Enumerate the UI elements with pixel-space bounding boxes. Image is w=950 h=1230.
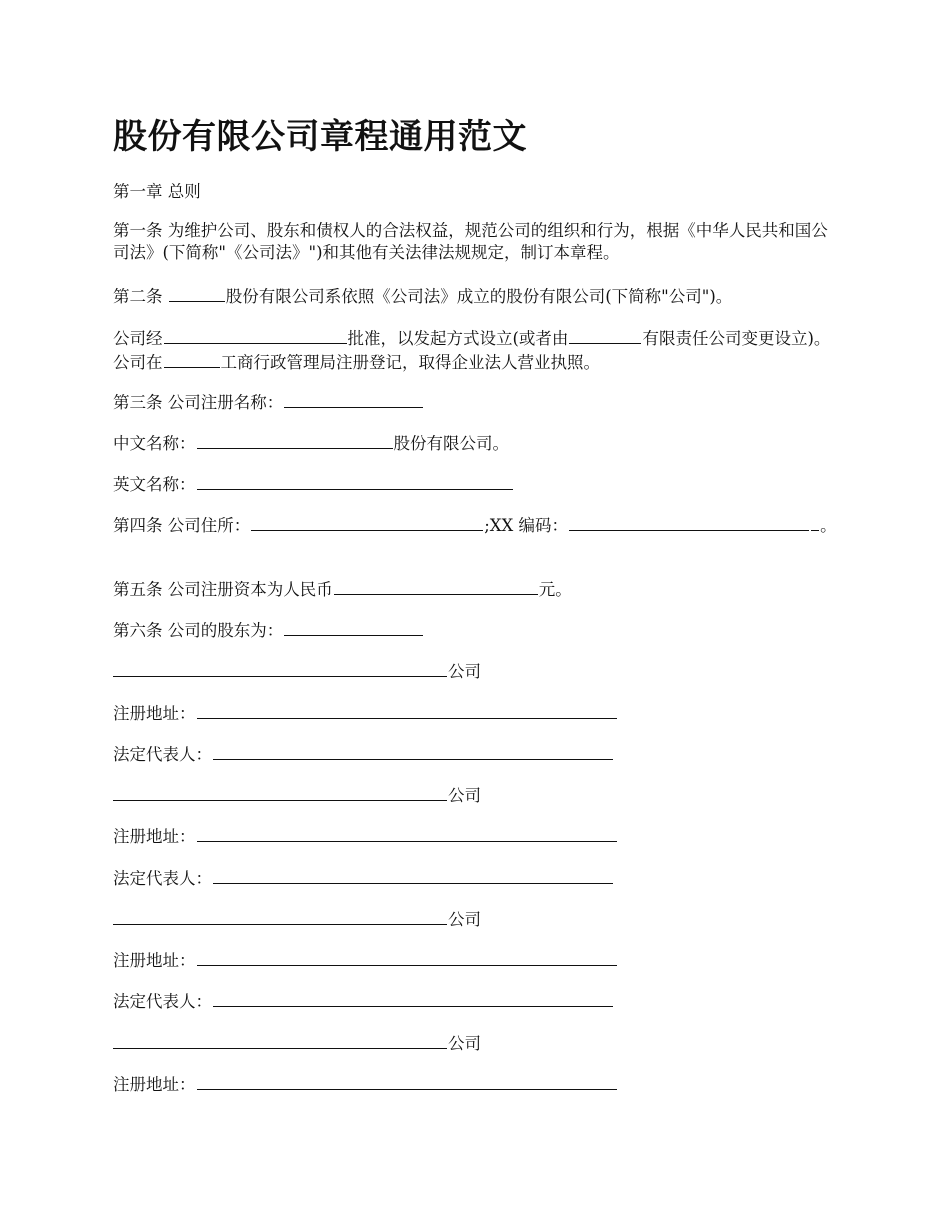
blank-shareholder-1-address bbox=[197, 701, 617, 719]
shareholder-1-address-label: 注册地址： bbox=[113, 704, 196, 723]
article-3-label: 第三条 公司注册名称： bbox=[113, 393, 284, 412]
blank-shareholder-2-company bbox=[113, 783, 447, 801]
blank-chinese-name bbox=[197, 431, 393, 449]
article-4-label: 第四条 公司住所： bbox=[113, 516, 251, 535]
blank-company-name bbox=[169, 284, 225, 302]
blank-shareholder-4-company bbox=[113, 1031, 447, 1049]
blank-shareholder-1-rep bbox=[213, 742, 613, 760]
shareholder-3-address-label: 注册地址： bbox=[113, 951, 196, 970]
blank-shareholder-1-company bbox=[113, 659, 447, 677]
shareholder-4-address bbox=[113, 1072, 838, 1096]
article-3 bbox=[113, 390, 838, 414]
document-title: 股份有限公司章程通用范文 bbox=[113, 117, 527, 157]
shareholder-3-rep-label: 法定代表人： bbox=[113, 992, 212, 1011]
shareholder-1-rep-label: 法定代表人： bbox=[113, 745, 212, 764]
blank-shareholder-4-address bbox=[197, 1072, 617, 1090]
shareholder-2-address-label: 注册地址： bbox=[113, 827, 196, 846]
article-6-label: 第六条 公司的股东为： bbox=[113, 621, 284, 640]
chapter-heading: 第一章 总则 bbox=[113, 182, 201, 201]
shareholder-1-company-suffix: 公司 bbox=[448, 662, 481, 681]
shareholder-2-rep bbox=[113, 866, 838, 890]
blank-shareholder-3-company bbox=[113, 907, 447, 925]
blank-approver bbox=[164, 326, 347, 344]
shareholder-3-rep bbox=[113, 989, 838, 1013]
english-name-label: 英文名称： bbox=[113, 475, 196, 494]
shareholder-4-company bbox=[113, 1031, 838, 1055]
chinese-name-label: 中文名称： bbox=[113, 434, 196, 453]
shareholder-4-address-label: 注册地址： bbox=[113, 1075, 196, 1094]
approval-part-3: 有限责任公司变更设立)。公司在 bbox=[113, 329, 831, 372]
article-1: 第一条 为维护公司、股东和债权人的合法权益，规范公司的组织和行为，根据《中华人民共和国公司法》(下简称"《公司法》")和其他有关法律法规规定，制订本章程。 bbox=[113, 221, 828, 262]
article-4-mid: ;XX 编码： bbox=[484, 516, 569, 535]
shareholder-3-company-suffix: 公司 bbox=[448, 910, 481, 929]
blank-address bbox=[251, 513, 483, 531]
shareholder-2-rep-label: 法定代表人： bbox=[113, 869, 212, 888]
article-2-text: 股份有限公司系依照《公司法》成立的股份有限公司(下简称"公司")。 bbox=[225, 287, 733, 306]
approval-part-1: 公司经 bbox=[113, 329, 163, 348]
blank-shareholder-2-rep bbox=[213, 866, 613, 884]
blank-bureau bbox=[164, 350, 220, 368]
blank-shareholder-3-rep bbox=[213, 989, 613, 1007]
article-6 bbox=[113, 618, 838, 642]
shareholder-4-company-suffix: 公司 bbox=[448, 1034, 481, 1053]
blank-llc bbox=[569, 326, 641, 344]
chinese-name-suffix: 股份有限公司。 bbox=[393, 434, 509, 453]
approval-part-4: 工商行政管理局注册登记，取得企业法人营业执照。 bbox=[220, 353, 600, 372]
shareholder-2-company bbox=[113, 783, 838, 807]
shareholder-1-company bbox=[113, 659, 838, 683]
article-2 bbox=[113, 284, 838, 308]
blank-postcode bbox=[569, 513, 809, 531]
article-4-end: 。 bbox=[820, 516, 837, 535]
blank-english-name bbox=[197, 472, 513, 490]
blank-shareholder-3-address bbox=[197, 948, 617, 966]
blank-shareholders bbox=[284, 618, 423, 636]
article-2-prefix: 第二条 bbox=[113, 287, 168, 306]
approval-part-2: 批准，以发起方式设立(或者由 bbox=[347, 329, 569, 348]
article-5-suffix: 元。 bbox=[538, 580, 572, 599]
shareholder-1-address bbox=[113, 701, 838, 725]
shareholder-2-address bbox=[113, 824, 838, 848]
blank-shareholder-2-address bbox=[197, 824, 617, 842]
approval-paragraph bbox=[113, 326, 838, 374]
article-5 bbox=[113, 577, 838, 601]
chinese-name-line bbox=[113, 431, 838, 455]
blank-postcode-wrap bbox=[811, 513, 819, 531]
article-5-label: 第五条 公司注册资本为人民币 bbox=[113, 580, 333, 599]
shareholder-1-rep bbox=[113, 742, 838, 766]
blank-capital bbox=[334, 577, 538, 595]
shareholder-3-company bbox=[113, 907, 838, 931]
blank-registered-name bbox=[284, 390, 423, 408]
shareholder-3-address bbox=[113, 948, 838, 972]
article-4 bbox=[113, 513, 838, 537]
shareholder-2-company-suffix: 公司 bbox=[448, 786, 481, 805]
english-name-line bbox=[113, 472, 838, 496]
